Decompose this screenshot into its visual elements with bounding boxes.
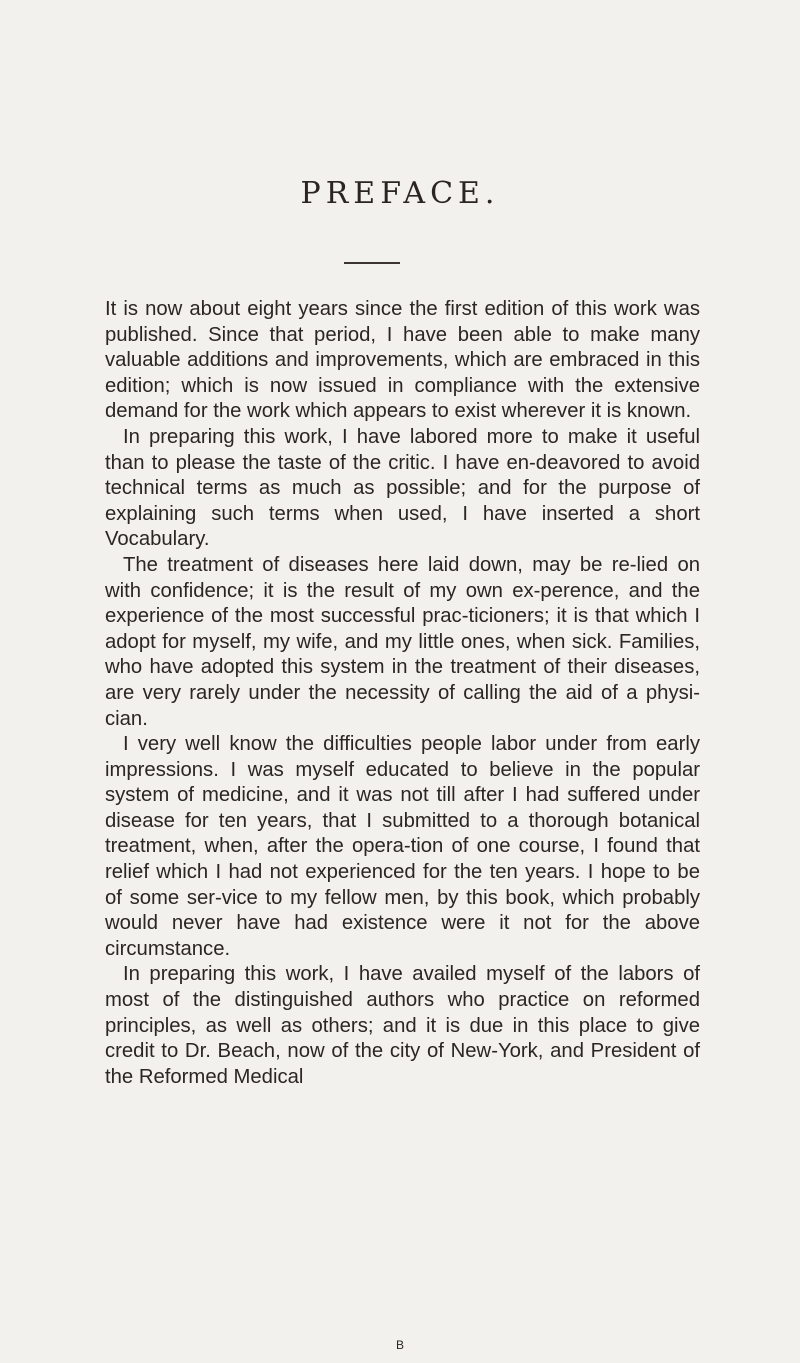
page-title: PREFACE. [300, 176, 500, 211]
paragraph-5: In preparing this work, I have availed myself of the labors of most of the distinguished authors who practice on reformed principles, as well as others; and it is due in this place to give credit to Dr. Beach, now of the city of New-York, and President of the Reformed Medical [105, 963, 700, 1088]
paragraph-1: It is now about eight years since the first edition of this work was published. Since that period, I have been able to make many valuable additions and improvements, which are embraced in this edition; which is now issued in compliance with the extensive demand for the work which appears to exist wherever it is known. [105, 298, 700, 423]
paragraph-3: The treatment of diseases here laid down, may be re-lied on with confidence; it is the result of my own ex-perence, and the experience of the most successful prac-ticioners; it is that which I adopt for myself, my wife, and my little ones, when sick. Families, who have adopted this system in the treatment of their diseases, are very rarely under the necessity of calling the aid of a physi-cian. [105, 553, 700, 730]
body-text [105, 297, 700, 1090]
signature-mark: B [395, 1338, 404, 1352]
paragraph-2: In preparing this work, I have labored more to make it useful than to please the taste of the critic. I have en-deavored to avoid technical terms as much as possible; and for the purpose of explaining such terms when used, I have inserted a short Vocabulary. [105, 425, 700, 551]
title-rule [344, 262, 400, 264]
paragraph-4: I very well know the difficulties people labor under from early impressions. I was myself educated to believe in the popular system of medicine, and it was not till after I had suffered under disease for ten years, that I submitted to a thorough botanical treatment, when, after the opera-tion of one course, I found that relief which I had not experienced for the ten years. I hope to be of some ser-vice to my fellow men, by this book, which probably would never have had existence were it not for the above circumstance. [105, 733, 700, 960]
